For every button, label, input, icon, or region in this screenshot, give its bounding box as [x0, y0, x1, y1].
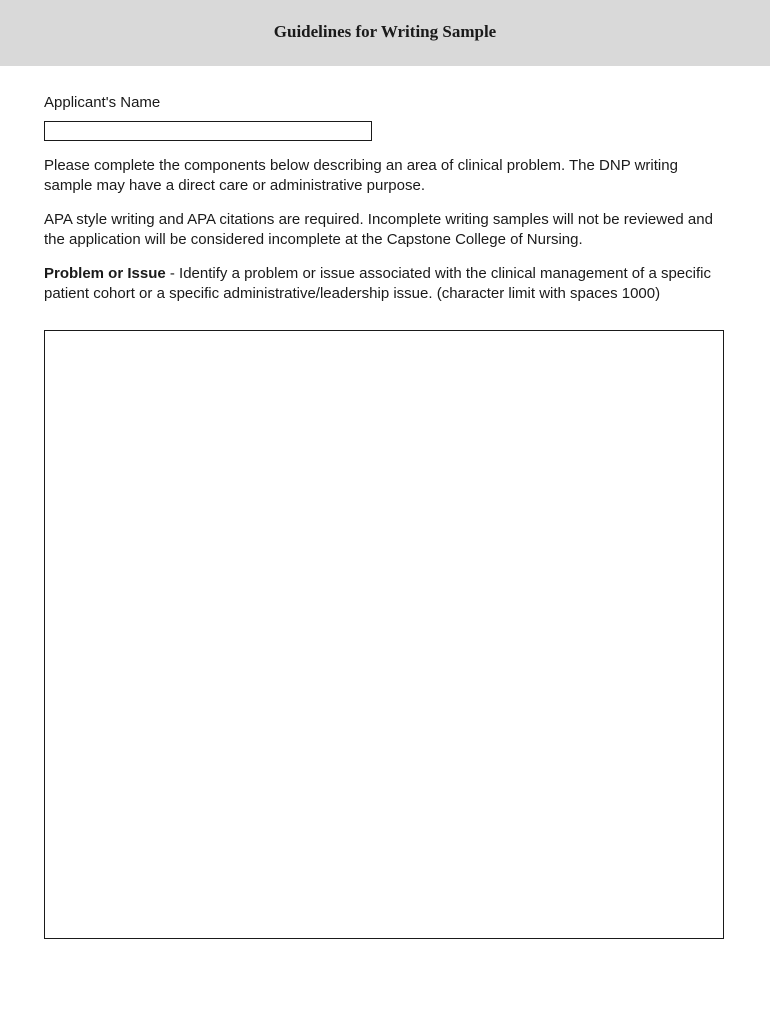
page-title: Guidelines for Writing Sample — [273, 22, 497, 41]
applicant-name-label: Applicant's Name — [44, 94, 161, 111]
applicant-name-field[interactable] — [44, 121, 372, 141]
problem-section-description: - Identify a problem or issue associated with the clinical management of a specific patient cohort or a specific administrative/leadership issue. (character limit with spaces 1000) — [44, 265, 711, 302]
instructions-paragraph-1: Please complete the components below describing an area of clinical problem. The DNP writing sample may have a direct care or administrative purpose. — [44, 157, 678, 194]
problem-section-prompt — [44, 264, 724, 303]
instructions-paragraph-2: APA style writing and APA citations are required. Incomplete writing samples will not be reviewed and the application will be considered incomplete at the Capstone College of Nursing. — [44, 211, 713, 248]
problem-section-heading: Problem or Issue — [44, 265, 166, 282]
problem-issue-textarea[interactable] — [44, 330, 724, 939]
header-bar — [0, 0, 770, 66]
